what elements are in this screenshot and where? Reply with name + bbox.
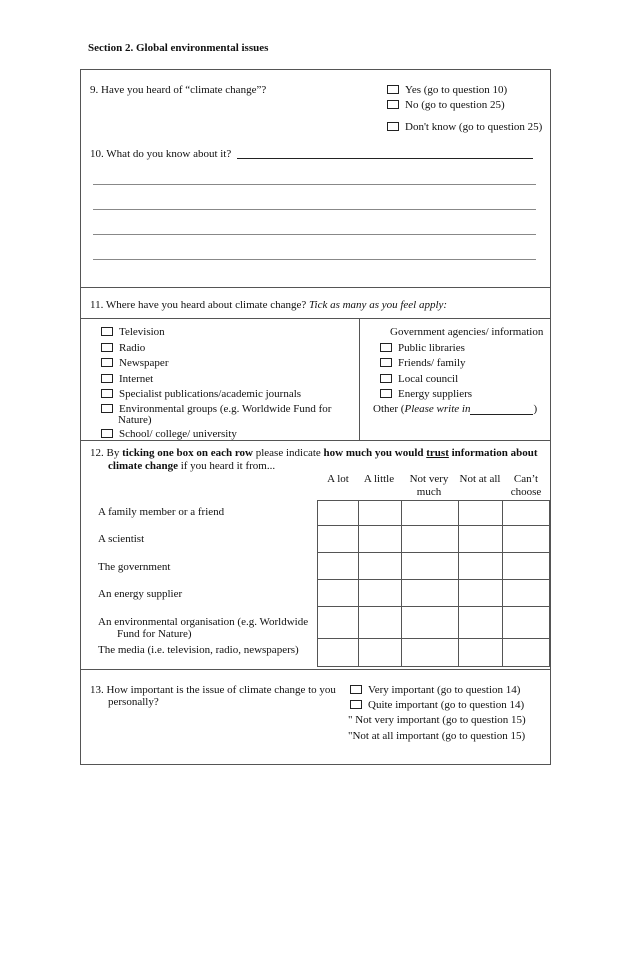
checkbox-icon[interactable] — [387, 85, 399, 94]
grid-cell[interactable] — [503, 607, 550, 639]
q13-text-line2: personally? — [108, 696, 159, 708]
grid-cell[interactable] — [318, 639, 359, 667]
checkbox-icon[interactable] — [387, 100, 399, 109]
grid-cell[interactable] — [402, 607, 459, 639]
grid-cell[interactable] — [459, 526, 503, 553]
q10-answer-line[interactable] — [93, 234, 536, 235]
q13-option-not-very-important[interactable]: " Not very important (go to question 15) — [348, 714, 526, 726]
q10-text: 10. What do you know about it? — [90, 148, 232, 160]
q11-option-energy-suppliers[interactable]: Energy suppliers — [380, 388, 472, 400]
divider — [80, 287, 550, 288]
q12-col-not-very-much: Not very much — [409, 473, 449, 498]
grid-cell[interactable] — [359, 580, 402, 607]
q11-option-newspaper[interactable]: Newspaper — [101, 357, 168, 369]
q11-option-friends-family[interactable]: Friends/ family — [380, 357, 466, 369]
checkbox-icon[interactable] — [101, 327, 113, 336]
q12-row-energy-supplier: An energy supplier — [98, 588, 183, 600]
grid-cell[interactable] — [359, 639, 402, 667]
grid-cell[interactable] — [402, 553, 459, 580]
grid-cell[interactable] — [503, 553, 550, 580]
q12-col-a-little: A little — [363, 473, 395, 485]
checkbox-icon[interactable] — [101, 429, 113, 438]
q11-option-school[interactable]: School/ college/ university — [101, 428, 237, 440]
q12-text-line1: 12. By ticking one box on each row please indicate how much you would trust information about — [90, 447, 538, 459]
q12-row-environmental-org: An environmental organisation (e.g. Worldwide — [98, 616, 309, 628]
q10-answer-line[interactable] — [93, 184, 536, 185]
q13-option-very-important[interactable]: Very important (go to question 14) — [350, 684, 520, 696]
q11-option-public-libraries[interactable]: Public libraries — [380, 342, 465, 354]
grid-cell[interactable] — [359, 526, 402, 553]
checkbox-icon[interactable] — [380, 343, 392, 352]
q12-col-a-lot: A lot — [327, 473, 349, 485]
q11-option-television[interactable]: Television — [101, 326, 165, 338]
q12-col-not-at-all: Not at all — [459, 473, 501, 485]
q9-option-dont-know[interactable]: Don't know (go to question 25) — [387, 121, 542, 133]
grid-cell[interactable] — [359, 607, 402, 639]
grid-cell[interactable] — [402, 526, 459, 553]
grid-cell[interactable] — [503, 580, 550, 607]
grid-cell[interactable] — [402, 580, 459, 607]
q11-other-write-in[interactable] — [470, 404, 533, 415]
checkbox-icon[interactable] — [350, 685, 362, 694]
q11-option-local-council[interactable]: Local council — [380, 373, 458, 385]
q12-row-family: A family member or a friend — [98, 506, 225, 518]
q11-text: 11. Where have you heard about climate change? Tick as many as you feel apply: — [90, 299, 448, 311]
q9-option-yes[interactable]: Yes (go to question 10) — [387, 84, 507, 96]
q12-row-media: The media (i.e. television, radio, newspapers) — [98, 644, 299, 656]
checkbox-icon[interactable] — [101, 374, 113, 383]
q12-row-scientist: A scientist — [98, 533, 145, 545]
grid-cell[interactable] — [503, 639, 550, 667]
divider — [80, 440, 550, 441]
grid-cell[interactable] — [402, 639, 459, 667]
grid-cell[interactable] — [459, 580, 503, 607]
q10-answer-line[interactable] — [237, 158, 533, 159]
q12-col-cant-choose: Can’t choose — [510, 473, 542, 498]
q11-option-environmental-groups[interactable]: Environmental groups (e.g. Worldwide Fund for — [101, 403, 331, 415]
grid-cell[interactable] — [318, 501, 359, 526]
divider — [80, 669, 550, 670]
grid-cell[interactable] — [459, 607, 503, 639]
q11-option-radio[interactable]: Radio — [101, 342, 145, 354]
checkbox-icon[interactable] — [101, 343, 113, 352]
q10-answer-line[interactable] — [93, 209, 536, 210]
q11-option-other: Other (Please write in ) — [373, 403, 538, 415]
q10-answer-line[interactable] — [93, 259, 536, 260]
grid-cell[interactable] — [503, 526, 550, 553]
checkbox-icon[interactable] — [101, 389, 113, 398]
grid-cell[interactable] — [503, 501, 550, 526]
q13-text-line1: 13. How important is the issue of climate change to you — [90, 684, 336, 696]
checkbox-icon[interactable] — [350, 700, 362, 709]
divider — [359, 318, 360, 440]
q12-row-government: The government — [98, 561, 171, 573]
grid-cell[interactable] — [318, 553, 359, 580]
grid-cell[interactable] — [318, 607, 359, 639]
q11-option-specialist[interactable]: Specialist publications/academic journals — [101, 388, 301, 400]
checkbox-icon[interactable] — [101, 404, 113, 413]
checkbox-icon[interactable] — [380, 374, 392, 383]
grid-cell[interactable] — [459, 639, 503, 667]
grid-cell[interactable] — [318, 580, 359, 607]
grid-cell[interactable] — [359, 553, 402, 580]
grid-cell[interactable] — [359, 501, 402, 526]
grid-cell[interactable] — [318, 526, 359, 553]
q12-row-environmental-org-cont: Fund for Nature) — [117, 628, 192, 640]
q13-option-quite-important[interactable]: Quite important (go to question 14) — [350, 699, 524, 711]
q11-option-environmental-groups-cont: Nature) — [118, 414, 152, 426]
section-title: Section 2. Global environmental issues — [88, 42, 269, 54]
q11-option-internet[interactable]: Internet — [101, 373, 153, 385]
q12-response-grid — [317, 500, 550, 667]
q13-option-not-at-all-important[interactable]: "Not at all important (go to question 15) — [348, 730, 526, 742]
q12-text-line2: climate change if you heard it from... — [108, 460, 276, 472]
q9-text: 9. Have you heard of “climate change”? — [90, 84, 267, 96]
divider — [80, 318, 550, 319]
q9-option-no[interactable]: No (go to question 25) — [387, 99, 505, 111]
checkbox-icon[interactable] — [387, 122, 399, 131]
checkbox-icon[interactable] — [380, 358, 392, 367]
grid-cell[interactable] — [402, 501, 459, 526]
checkbox-icon[interactable] — [380, 389, 392, 398]
grid-cell[interactable] — [459, 553, 503, 580]
q11-right-heading: Government agencies/ information — [390, 326, 544, 338]
grid-cell[interactable] — [459, 501, 503, 526]
checkbox-icon[interactable] — [101, 358, 113, 367]
